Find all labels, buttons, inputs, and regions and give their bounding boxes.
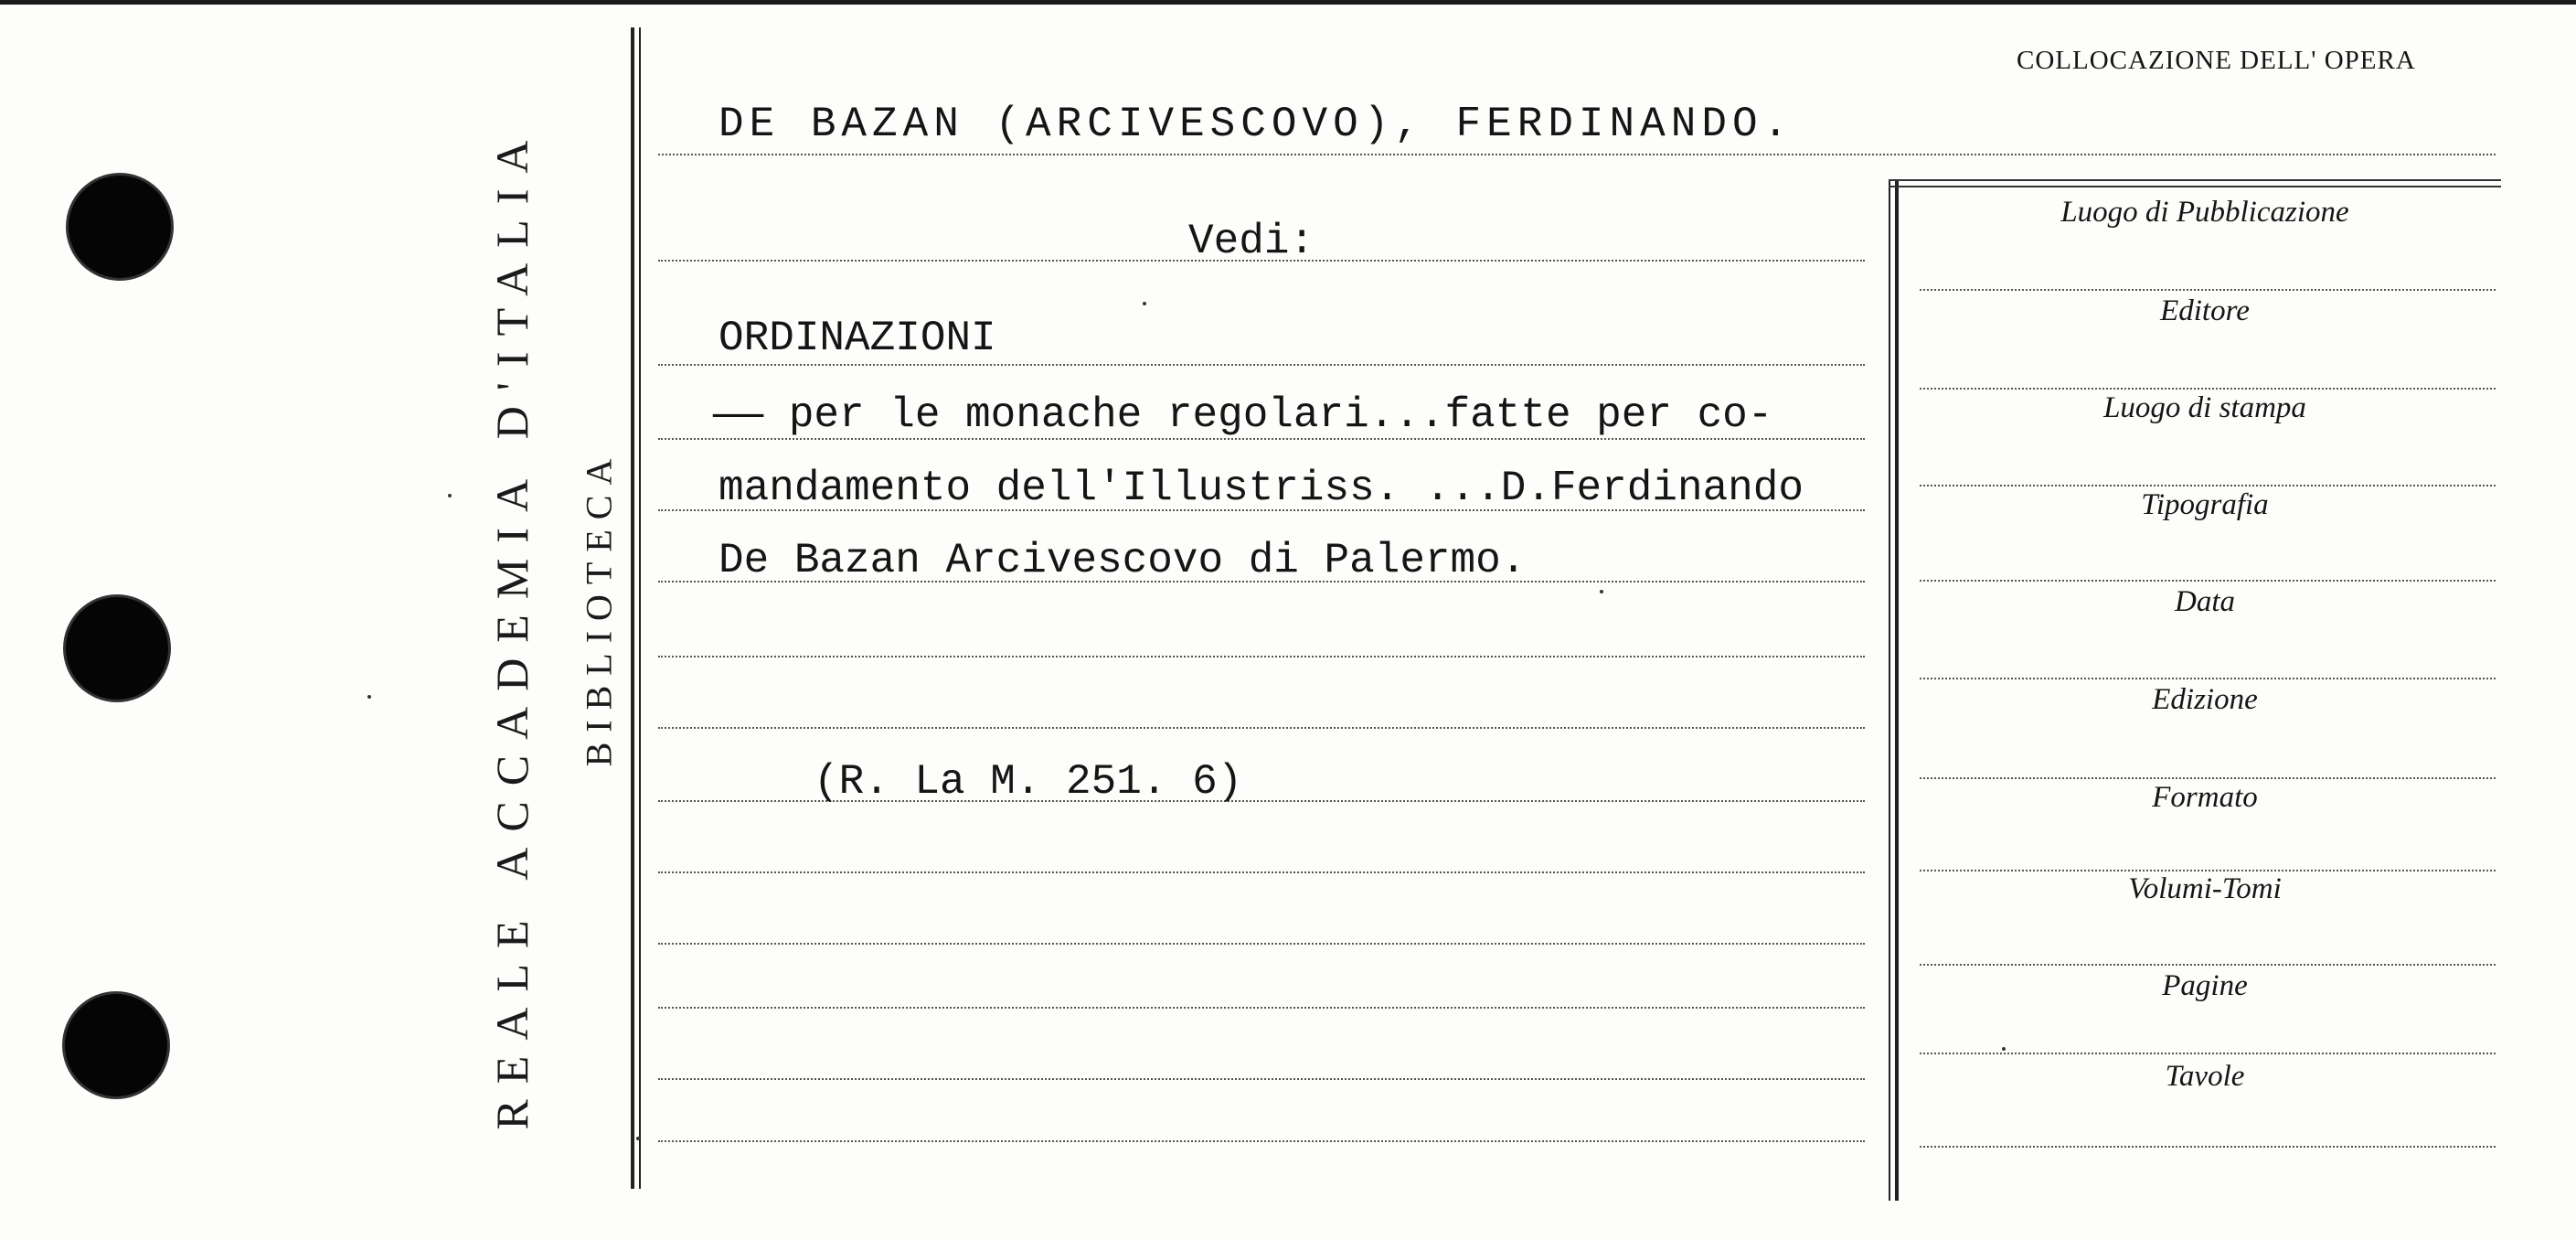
field-line <box>1920 289 2496 291</box>
dotted-line <box>658 727 1865 729</box>
right-panel-rule-thick <box>1895 181 1899 1201</box>
dotted-line <box>658 364 1865 366</box>
punch-hole-bottom <box>65 994 167 1096</box>
scan-speck <box>636 1137 640 1140</box>
right-panel-rule-thin <box>1889 181 1890 1201</box>
right-panel-top-rule <box>1889 179 2501 181</box>
card-top-edge <box>0 0 2576 5</box>
field-line <box>1920 964 2496 966</box>
scan-speck <box>1600 590 1603 593</box>
dotted-line <box>658 871 1865 873</box>
punch-hole-middle <box>66 597 168 700</box>
field-line <box>1920 388 2496 390</box>
shelfmark: (R. La M. 251. 6) <box>814 758 1243 806</box>
field-label-publisher: Editore <box>2160 294 2250 327</box>
left-rule-thin <box>639 27 641 1189</box>
field-line <box>1920 1053 2496 1054</box>
field-label-edition: Edizione <box>2152 683 2258 716</box>
field-line <box>1920 485 2496 486</box>
field-label-printer: Tipografia <box>2141 488 2269 521</box>
dotted-line <box>658 1078 1865 1080</box>
scan-speck <box>1143 302 1146 305</box>
field-line <box>1920 580 2496 582</box>
field-label-format: Formato <box>2152 781 2258 814</box>
field-label-date: Data <box>2175 585 2235 618</box>
collocation-header: COLLOCAZIONE DELL' OPERA <box>2017 46 2416 75</box>
dotted-line <box>658 656 1865 657</box>
institution-name: REALE ACCADEMIA D'ITALIA <box>486 124 538 1130</box>
field-line <box>1920 1146 2496 1148</box>
field-line <box>1920 678 2496 679</box>
left-rule-thick <box>631 27 634 1189</box>
description-line-2: mandamento dell'Illustriss. ...D.Ferdinando <box>719 465 1804 512</box>
field-label-volumes: Volumi-Tomi <box>2128 872 2282 905</box>
scan-speck <box>448 494 452 497</box>
field-label-place-of-publication: Luogo di Pubblicazione <box>2060 196 2349 229</box>
department-name: BIBLIOTECA <box>578 448 620 767</box>
field-label-pages: Pagine <box>2162 969 2248 1002</box>
right-panel-top-rule-inner <box>1889 186 2501 187</box>
scan-speck <box>367 695 371 699</box>
description-line-1: —— per le monache regolari...fatte per co- <box>713 391 1773 439</box>
field-line <box>1920 870 2496 871</box>
see-label: Vedi: <box>1188 218 1315 265</box>
description-line-3: De Bazan Arcivescovo di Palermo. <box>719 537 1527 584</box>
scan-speck <box>2002 1047 2006 1051</box>
dotted-line <box>658 154 2496 155</box>
dotted-line <box>658 1007 1865 1009</box>
field-line <box>1920 777 2496 779</box>
dotted-line <box>658 943 1865 945</box>
author-heading: DE BAZAN (ARCIVESCOVO), FERDINANDO. <box>719 101 1794 148</box>
reference-title: ORDINAZIONI <box>719 315 996 362</box>
field-label-place-of-printing: Luogo di stampa <box>2103 391 2306 424</box>
field-label-plates: Tavole <box>2165 1060 2245 1093</box>
dotted-line <box>658 1140 1865 1142</box>
punch-hole-top <box>69 176 171 278</box>
